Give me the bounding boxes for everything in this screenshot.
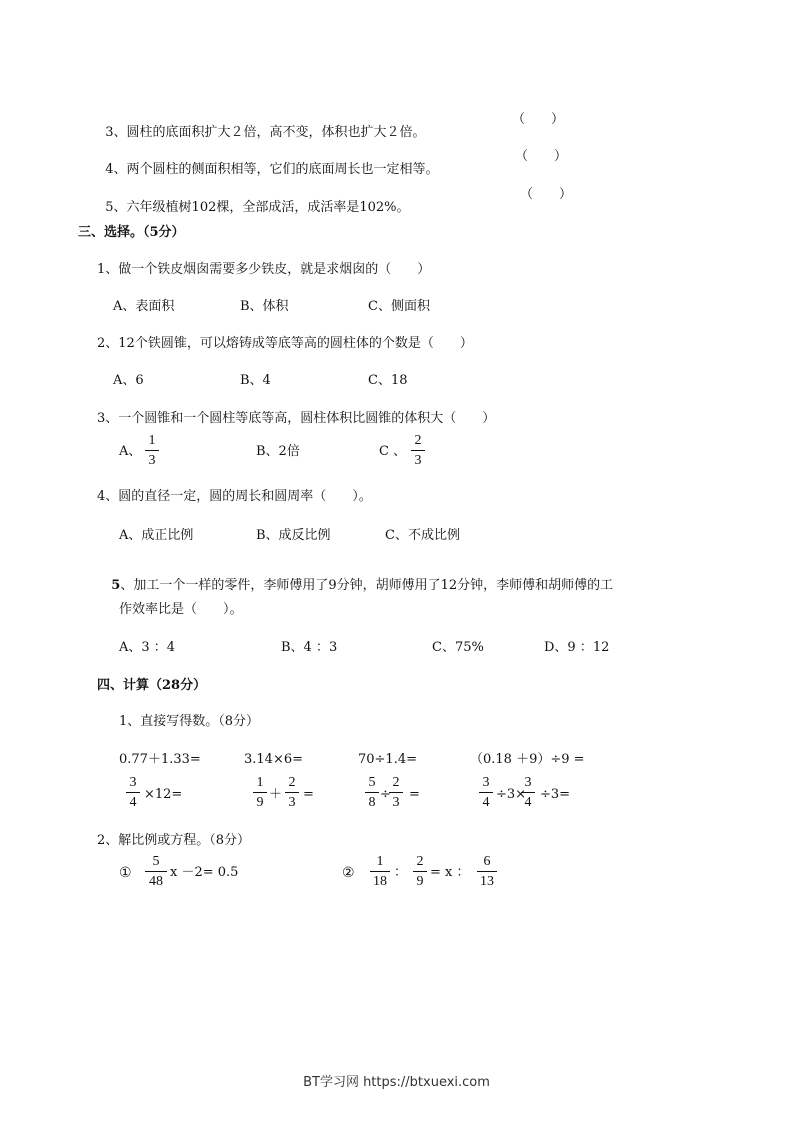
q1-option-b: B、体积 [240, 299, 289, 314]
calc1-e3-fraction-1: $\frac{5}{8}$ [365, 776, 379, 810]
q3-option-c: C 、 [379, 444, 407, 459]
q4-stem: 4、圆的直径一定，圆的周长和圆周率（ ）。 [97, 489, 372, 504]
q5-option-b: B、4 ：3 [281, 640, 338, 655]
q3-option-a-fraction: $\frac{1}{3}$ [145, 434, 159, 468]
footer-watermark: BT学习网 https://btxuexi.com [303, 1075, 490, 1090]
calc1-title: 1、直接写得数。（8分） [119, 714, 260, 729]
q4-option-c: C、不成比例 [385, 528, 460, 543]
calc2-p1-rest: x －2= 0.5 [170, 865, 239, 880]
q1-stem: 1、做一个铁皮烟囱需要多少铁皮，就是求烟囱的（ ） [97, 262, 431, 277]
q2-option-b: B、4 [240, 373, 271, 388]
q5-option-c: C、75% [432, 640, 484, 655]
calc2-p2-fraction-2: $\frac{2}{9}$ [413, 855, 427, 889]
calc1-e3-fraction-2: $\frac{2}{3}$ [389, 776, 403, 810]
q5-option-a: A、3 ：4 [119, 640, 176, 655]
calc2-p2-fraction-1: $\frac{1}{18}$ [370, 855, 390, 889]
calc1-e4-fraction-2: $\frac{3}{4}$ [521, 776, 535, 810]
tf-item-5: 5、六年级植树102棵，全部成活，成活率是102%。 [105, 200, 410, 215]
calc1-e4-op: ÷3× [496, 787, 527, 802]
calc1-e3-rest: = [409, 787, 420, 802]
q5-stem-line2: 作效率比是（ ）。 [119, 602, 243, 617]
section-4-title: 四、计算（28分） [97, 678, 207, 693]
q5-option-d: D、9 ：12 [544, 640, 610, 655]
calc1-expr-3: 70÷1.4= [358, 752, 418, 767]
calc1-expr-2: 3.14×6= [244, 752, 304, 767]
section-3-title: 三、选择。（5分） [78, 225, 185, 240]
calc1-e1-rest: ×12= [144, 787, 183, 802]
calc2-p2-mark: ② [342, 865, 355, 881]
q2-option-c: C、18 [368, 373, 408, 388]
calc1-e2-fraction-1: $\frac{1}{9}$ [253, 776, 267, 810]
calc2-p2-mid: = x ： [430, 865, 470, 880]
q3-stem: 3、一个圆锥和一个圆柱等底等高，圆柱体积比圆锥的体积大（ ） [97, 411, 496, 426]
calc2-p2-colon: ： [394, 865, 408, 880]
q2-stem: 2、12个铁圆锥，可以熔铸成等底等高的圆柱体的个数是（ ） [97, 336, 473, 351]
calc1-expr-1: 0.77＋1.33= [119, 752, 201, 767]
tf-item-4: 4、两个圆柱的侧面积相等，它们的底面周长也一定相等。 [105, 162, 439, 177]
tf-item-4-paren: （ ） [515, 149, 568, 164]
calc1-e4-rest: ÷3= [540, 787, 571, 802]
q1-option-c: C、侧面积 [368, 299, 430, 314]
q4-option-b: B、成反比例 [256, 528, 331, 543]
q4-option-a: A、成正比例 [119, 528, 194, 543]
calc1-e1-fraction: $\frac{3}{4}$ [126, 776, 140, 810]
q2-option-a: A、6 [113, 373, 144, 388]
q3-option-c-fraction: $\frac{2}{3}$ [411, 434, 425, 468]
q5-stem-line1: 5、加工一个一样的零件，李师傅用了9分钟，胡师傅用了12分钟，李师傅和胡师傅的工 [111, 578, 614, 593]
calc1-e2-fraction-2: $\frac{2}{3}$ [285, 776, 299, 810]
calc1-e4-fraction-1: $\frac{3}{4}$ [479, 776, 493, 810]
calc2-p1-fraction: $\frac{5}{48}$ [145, 855, 167, 889]
calc1-expr-4: （0.18 ＋9）÷9 = [470, 752, 585, 767]
calc1-e2-op: ＋ [269, 787, 283, 802]
calc2-p2-fraction-3: $\frac{6}{13}$ [477, 855, 497, 889]
calc2-p1-mark: ① [119, 865, 132, 881]
q1-option-a: A、表面积 [113, 299, 175, 314]
calc1-e3-op: ÷ [380, 787, 391, 802]
tf-item-3: 3、圆柱的底面积扩大２倍，高不变，体积也扩大２倍。 [105, 125, 426, 140]
tf-item-3-paren: （ ） [512, 112, 565, 127]
q3-option-b: B、2倍 [256, 444, 300, 459]
tf-item-5-paren: （ ） [520, 187, 573, 202]
calc1-e2-rest: = [303, 787, 314, 802]
q3-option-a: A、 [119, 444, 142, 459]
calc2-title: 2、解比例或方程。（8分） [97, 833, 251, 848]
